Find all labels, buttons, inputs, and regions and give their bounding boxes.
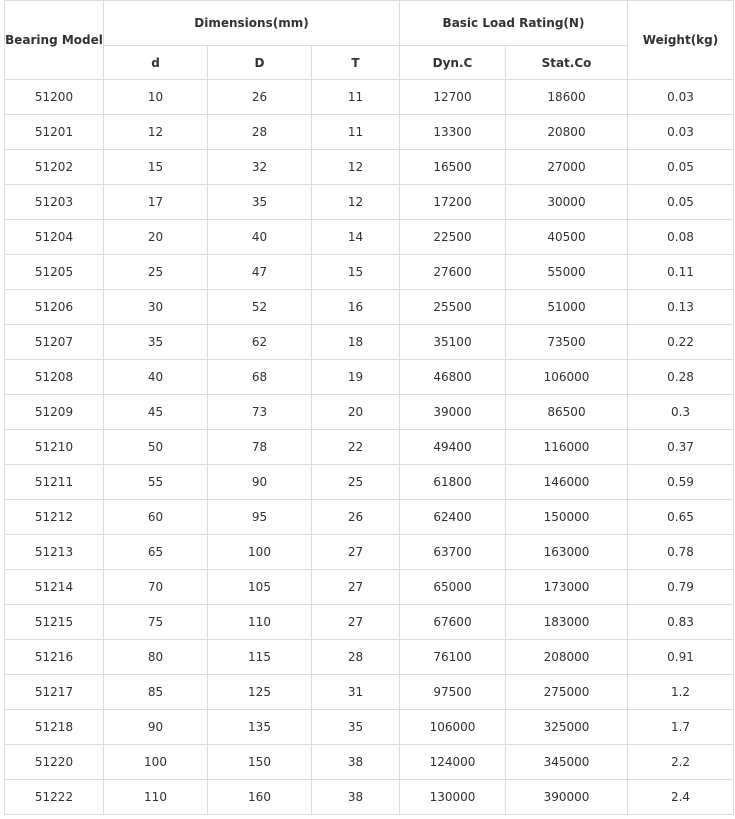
cell-model: 51216 [5,640,104,675]
cell-weight: 2.2 [628,745,734,780]
header-d: d [104,46,208,80]
cell-t: 38 [312,780,400,815]
table-row [5,115,734,150]
cell-d: 65 [104,535,208,570]
cell-dyn-c: 65000 [400,570,506,605]
cell-model: 51211 [5,465,104,500]
cell-model: 51209 [5,395,104,430]
cell-dyn-c: 12700 [400,80,506,115]
cell-d: 30 [104,290,208,325]
cell-model: 51203 [5,185,104,220]
header-t: T [312,46,400,80]
cell-d: 80 [104,640,208,675]
cell-t: 27 [312,570,400,605]
table-row [5,185,734,220]
cell-outer-d: 150 [208,745,312,780]
cell-outer-d: 68 [208,360,312,395]
cell-t: 12 [312,185,400,220]
cell-stat-co: 390000 [506,780,628,815]
cell-model: 51210 [5,430,104,465]
cell-t: 38 [312,745,400,780]
cell-stat-co: 18600 [506,80,628,115]
cell-t: 22 [312,430,400,465]
cell-dyn-c: 67600 [400,605,506,640]
cell-outer-d: 62 [208,325,312,360]
cell-stat-co: 208000 [506,640,628,675]
table-row [5,500,734,535]
table-row [5,780,734,815]
table-row [5,150,734,185]
cell-dyn-c: 61800 [400,465,506,500]
table-row [5,535,734,570]
cell-outer-d: 125 [208,675,312,710]
table-row [5,325,734,360]
table-row [5,395,734,430]
cell-model: 51207 [5,325,104,360]
table-header [5,1,734,80]
cell-dyn-c: 49400 [400,430,506,465]
cell-outer-d: 47 [208,255,312,290]
cell-d: 25 [104,255,208,290]
cell-stat-co: 27000 [506,150,628,185]
cell-model: 51208 [5,360,104,395]
table-row [5,290,734,325]
cell-model: 51222 [5,780,104,815]
cell-dyn-c: 97500 [400,675,506,710]
cell-outer-d: 40 [208,220,312,255]
cell-dyn-c: 16500 [400,150,506,185]
cell-stat-co: 55000 [506,255,628,290]
cell-stat-co: 116000 [506,430,628,465]
cell-dyn-c: 63700 [400,535,506,570]
cell-outer-d: 160 [208,780,312,815]
cell-outer-d: 78 [208,430,312,465]
table-row [5,255,734,290]
table-row [5,745,734,780]
cell-d: 85 [104,675,208,710]
cell-model: 51206 [5,290,104,325]
cell-weight: 0.79 [628,570,734,605]
cell-t: 25 [312,465,400,500]
cell-t: 27 [312,605,400,640]
header-weight: Weight(kg) [628,1,734,80]
cell-d: 12 [104,115,208,150]
cell-d: 45 [104,395,208,430]
cell-t: 19 [312,360,400,395]
cell-d: 90 [104,710,208,745]
cell-stat-co: 173000 [506,570,628,605]
cell-t: 12 [312,150,400,185]
cell-dyn-c: 17200 [400,185,506,220]
cell-stat-co: 146000 [506,465,628,500]
cell-weight: 0.03 [628,80,734,115]
header-bearing-model: Bearing Model [5,1,104,80]
cell-d: 17 [104,185,208,220]
cell-dyn-c: 124000 [400,745,506,780]
cell-outer-d: 32 [208,150,312,185]
cell-dyn-c: 130000 [400,780,506,815]
cell-d: 100 [104,745,208,780]
cell-weight: 1.2 [628,675,734,710]
cell-weight: 0.08 [628,220,734,255]
cell-model: 51215 [5,605,104,640]
cell-t: 35 [312,710,400,745]
cell-stat-co: 345000 [506,745,628,780]
cell-t: 15 [312,255,400,290]
cell-outer-d: 52 [208,290,312,325]
table-row [5,465,734,500]
cell-weight: 0.22 [628,325,734,360]
cell-weight: 2.4 [628,780,734,815]
cell-dyn-c: 76100 [400,640,506,675]
cell-outer-d: 110 [208,605,312,640]
cell-dyn-c: 13300 [400,115,506,150]
cell-weight: 1.7 [628,710,734,745]
cell-weight: 0.83 [628,605,734,640]
cell-outer-d: 26 [208,80,312,115]
cell-model: 51218 [5,710,104,745]
cell-t: 16 [312,290,400,325]
table-row [5,640,734,675]
cell-d: 55 [104,465,208,500]
table-row [5,360,734,395]
cell-stat-co: 73500 [506,325,628,360]
cell-d: 50 [104,430,208,465]
cell-dyn-c: 25500 [400,290,506,325]
cell-model: 51205 [5,255,104,290]
cell-outer-d: 28 [208,115,312,150]
cell-outer-d: 95 [208,500,312,535]
cell-weight: 0.11 [628,255,734,290]
header-basic-load-rating: Basic Load Rating(N) [400,1,628,46]
cell-stat-co: 106000 [506,360,628,395]
cell-dyn-c: 35100 [400,325,506,360]
cell-outer-d: 115 [208,640,312,675]
table-row [5,80,734,115]
table-row [5,570,734,605]
cell-stat-co: 51000 [506,290,628,325]
cell-model: 51217 [5,675,104,710]
cell-t: 14 [312,220,400,255]
cell-stat-co: 325000 [506,710,628,745]
table-body [5,80,734,815]
header-outer-d: D [208,46,312,80]
cell-outer-d: 35 [208,185,312,220]
cell-weight: 0.37 [628,430,734,465]
table-row [5,605,734,640]
cell-d: 10 [104,80,208,115]
cell-stat-co: 183000 [506,605,628,640]
cell-d: 15 [104,150,208,185]
table-row [5,430,734,465]
cell-weight: 0.13 [628,290,734,325]
cell-d: 75 [104,605,208,640]
cell-d: 40 [104,360,208,395]
cell-d: 110 [104,780,208,815]
cell-weight: 0.65 [628,500,734,535]
cell-weight: 0.91 [628,640,734,675]
header-stat-co: Stat.Co [506,46,628,80]
table-row [5,220,734,255]
header-dimensions: Dimensions(mm) [104,1,400,46]
cell-outer-d: 73 [208,395,312,430]
cell-model: 51213 [5,535,104,570]
table-row [5,675,734,710]
cell-d: 60 [104,500,208,535]
cell-dyn-c: 62400 [400,500,506,535]
cell-dyn-c: 22500 [400,220,506,255]
cell-t: 20 [312,395,400,430]
cell-t: 31 [312,675,400,710]
cell-t: 11 [312,80,400,115]
cell-model: 51201 [5,115,104,150]
cell-model: 51220 [5,745,104,780]
cell-weight: 0.05 [628,185,734,220]
cell-stat-co: 20800 [506,115,628,150]
cell-dyn-c: 39000 [400,395,506,430]
cell-t: 18 [312,325,400,360]
cell-d: 70 [104,570,208,605]
cell-dyn-c: 46800 [400,360,506,395]
cell-dyn-c: 27600 [400,255,506,290]
table-row [5,710,734,745]
cell-weight: 0.28 [628,360,734,395]
cell-weight: 0.03 [628,115,734,150]
cell-d: 20 [104,220,208,255]
cell-outer-d: 100 [208,535,312,570]
cell-weight: 0.78 [628,535,734,570]
cell-t: 26 [312,500,400,535]
cell-model: 51212 [5,500,104,535]
bearing-spec-table [4,0,734,815]
cell-model: 51204 [5,220,104,255]
cell-outer-d: 135 [208,710,312,745]
cell-dyn-c: 106000 [400,710,506,745]
cell-weight: 0.05 [628,150,734,185]
cell-t: 27 [312,535,400,570]
cell-stat-co: 150000 [506,500,628,535]
cell-stat-co: 163000 [506,535,628,570]
cell-stat-co: 40500 [506,220,628,255]
cell-weight: 0.3 [628,395,734,430]
cell-model: 51200 [5,80,104,115]
cell-model: 51214 [5,570,104,605]
cell-outer-d: 105 [208,570,312,605]
cell-weight: 0.59 [628,465,734,500]
cell-model: 51202 [5,150,104,185]
cell-d: 35 [104,325,208,360]
cell-stat-co: 275000 [506,675,628,710]
cell-t: 11 [312,115,400,150]
cell-stat-co: 30000 [506,185,628,220]
cell-outer-d: 90 [208,465,312,500]
header-dyn-c: Dyn.C [400,46,506,80]
cell-stat-co: 86500 [506,395,628,430]
cell-t: 28 [312,640,400,675]
